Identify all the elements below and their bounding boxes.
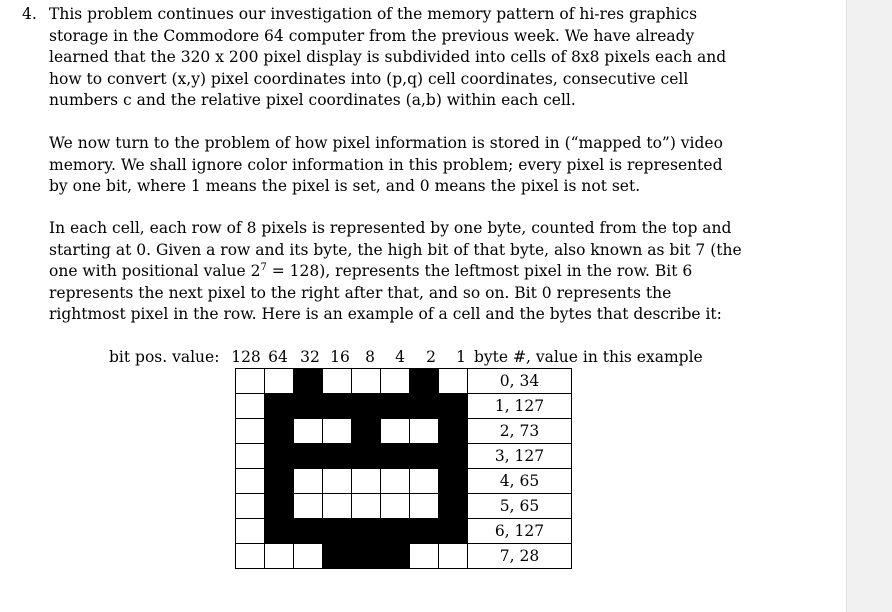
pixel-unset (381, 369, 410, 394)
pixel-unset (352, 369, 381, 394)
pixel-set (439, 494, 468, 519)
paragraph-memory-mapping (49, 133, 749, 198)
pixel-unset (265, 369, 294, 394)
pixel-set (381, 544, 410, 569)
pixel-unset (439, 544, 468, 569)
text-line: storage in the Commodore 64 computer from the previous week. We have already (49, 26, 695, 45)
pixel-set (294, 394, 323, 419)
bit-position-value: 32 (300, 348, 320, 366)
pixel-unset (294, 494, 323, 519)
pixel-set (410, 519, 439, 544)
pixel-unset (323, 469, 352, 494)
text-line: memory. We shall ignore color information in this problem; every pixel is represented (49, 155, 723, 174)
pixel-set (323, 394, 352, 419)
pixel-unset (410, 419, 439, 444)
pixel-set (439, 419, 468, 444)
pixel-cell-table (235, 368, 572, 569)
page-margin-background (846, 0, 892, 612)
pixel-set (265, 444, 294, 469)
problem-number: 4. (22, 5, 37, 23)
pixel-unset (352, 469, 381, 494)
pixel-set (294, 444, 323, 469)
pixel-unset (352, 494, 381, 519)
pixel-unset (236, 494, 265, 519)
pixel-unset (323, 369, 352, 394)
exponent: 7 (260, 261, 267, 273)
pixel-set (439, 444, 468, 469)
table-row (236, 369, 572, 394)
text-fragment: one with positional value 2 (49, 262, 261, 280)
byte-value-cell: 7, 28 (468, 544, 572, 569)
byte-value-cell: 6, 127 (468, 519, 572, 544)
pixel-unset (294, 544, 323, 569)
text-line: represents the next pixel to the right after that, and so on. Bit 0 represents the (49, 283, 672, 302)
bit-position-value: 64 (268, 348, 288, 366)
pixel-unset (236, 394, 265, 419)
table-row (236, 544, 572, 569)
pixel-set (265, 494, 294, 519)
pixel-set (381, 394, 410, 419)
pixel-unset (236, 444, 265, 469)
bit-position-value: 1 (456, 348, 466, 366)
pixel-set (410, 369, 439, 394)
pixel-set (352, 394, 381, 419)
pixel-set (381, 519, 410, 544)
bit-position-value: 128 (231, 348, 261, 366)
pixel-set (352, 519, 381, 544)
pixel-unset (381, 469, 410, 494)
pixel-unset (236, 419, 265, 444)
bit-position-value: 4 (395, 348, 405, 366)
paragraph-intro (49, 4, 749, 112)
table-row (236, 419, 572, 444)
pixel-unset (236, 519, 265, 544)
pixel-set (323, 444, 352, 469)
bit-position-value: 8 (365, 348, 375, 366)
text-line: starting at 0. Given a row and its byte, the high bit of that byte, also known as bit 7 (the (49, 240, 742, 259)
pixel-set (265, 394, 294, 419)
pixel-unset (236, 469, 265, 494)
byte-column-header: byte #, value in this example (474, 348, 703, 366)
table-row (236, 469, 572, 494)
text-line (49, 261, 749, 283)
text-line: learned that the 320 x 200 pixel display is subdivided into cells of 8x8 pixels each and (49, 48, 727, 66)
pixel-set (410, 394, 439, 419)
pixel-unset (236, 544, 265, 569)
text-line: In each cell, each row of 8 pixels is represented by one byte, counted from the top and (49, 219, 732, 237)
pixel-unset (381, 419, 410, 444)
pixel-unset (294, 419, 323, 444)
text-line: This problem continues our investigation of the memory pattern of hi-res graphics (49, 5, 698, 23)
pixel-unset (410, 469, 439, 494)
byte-value-cell: 4, 65 (468, 469, 572, 494)
bit-position-label: bit pos. value: (109, 348, 220, 366)
bit-position-value: 16 (330, 348, 350, 366)
pixel-unset (294, 469, 323, 494)
byte-value-cell: 2, 73 (468, 419, 572, 444)
pixel-unset (236, 369, 265, 394)
pixel-unset (265, 544, 294, 569)
pixel-set (323, 544, 352, 569)
bit-position-value: 2 (426, 348, 436, 366)
table-row (236, 394, 572, 419)
pixel-set (352, 544, 381, 569)
text-line: We now turn to the problem of how pixel information is stored in (“mapped to”) video (49, 134, 723, 152)
byte-value-cell: 1, 127 (468, 394, 572, 419)
byte-value-cell: 0, 34 (468, 369, 572, 394)
table-row (236, 444, 572, 469)
pixel-set (294, 369, 323, 394)
pixel-unset (410, 544, 439, 569)
byte-value-cell: 5, 65 (468, 494, 572, 519)
text-fragment: = 128), represents the leftmost pixel in the row. Bit 6 (266, 262, 693, 280)
pixel-set (265, 519, 294, 544)
pixel-unset (323, 419, 352, 444)
text-line: by one bit, where 1 means the pixel is set, and 0 means the pixel is not set. (49, 177, 641, 195)
pixel-set (352, 419, 381, 444)
pixel-set (439, 469, 468, 494)
pixel-unset (323, 494, 352, 519)
pixel-unset (381, 494, 410, 519)
pixel-unset (410, 494, 439, 519)
text-line: numbers c and the relative pixel coordinates (a,b) within each cell. (49, 91, 576, 109)
pixel-set (265, 419, 294, 444)
byte-value-cell: 3, 127 (468, 444, 572, 469)
text-line: rightmost pixel in the row. Here is an example of a cell and the bytes that describe it: (49, 305, 722, 323)
pixel-set (439, 519, 468, 544)
text-line: how to convert (x,y) pixel coordinates into (p,q) cell coordinates, consecutive cell (49, 69, 689, 88)
pixel-set (410, 444, 439, 469)
pixel-unset (439, 369, 468, 394)
pixel-set (439, 394, 468, 419)
pixel-set (352, 444, 381, 469)
pixel-set (323, 519, 352, 544)
pixel-set (381, 444, 410, 469)
table-row (236, 494, 572, 519)
paragraph-bit-layout (49, 218, 749, 326)
table-row (236, 519, 572, 544)
pixel-set (265, 469, 294, 494)
pixel-set (294, 519, 323, 544)
